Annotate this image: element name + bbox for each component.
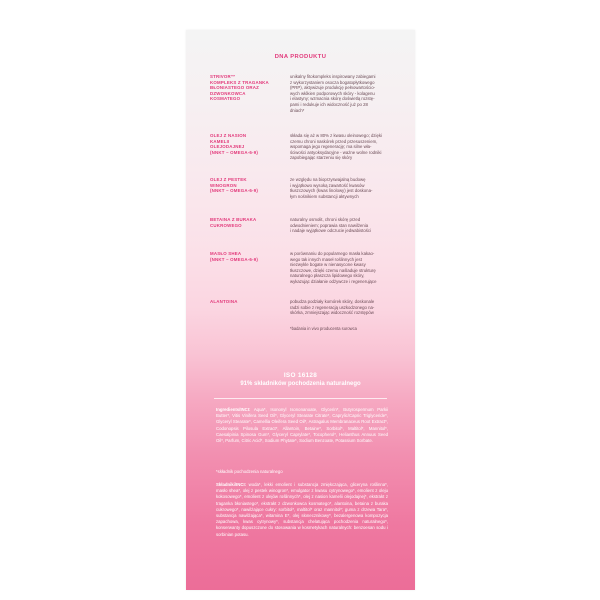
polish-ingredients	[216, 482, 388, 538]
ingredient-description: w porównaniu do popularnego masła kakao- wego tak innych maseł roślinnych jest niezwykle bogate w nienasycone kwasy tłuszczowe, dzięki czemu naśladuje strukturę naturalnego płaszcza lipidowego skóry, wykazując działanie odżywcze i regenerujące	[290, 251, 377, 284]
ingredient-description: ze względu na bioprzyswajalną budowę i wyjątkowo wysoką zawartość kwasów tłuszczowych (kwas linolowy) jest doskona- łym nośnikiem substancji aktywnych	[290, 177, 373, 199]
inci-ingredients	[216, 407, 388, 444]
iso-standard: ISO 16128	[283, 372, 318, 379]
ingredient-description: pobudza podziały komórek skóry, doskonale radzi sobie z regeneracją uszkodzonego na- skórka, zmniejszając widoczność rozstępów	[290, 299, 375, 316]
ingredient-name: BETAINA Z BURAKA CUKROWEGO	[210, 217, 257, 228]
inci-list: Aqua*, Isononyl Isononanoate, Glycerin*, Butyrospermum Parkii Butter*, Vitis Vinifera Seed Oil*, Glyceryl Stearate Citrate*, Caprylic/Capric Triglyceride*, Glyceryl Stearate*, Camellia Oleifera Seed Oil*, Astragalus Membranaceus Root Extract*, Codonopsis Pilosula Extract*, Allantoin, Betaine*, Sorbitol*, Maltitol*, Mannitol*, Caesalpinia Spinosa Gum*, Glyceryl Caprylate*, Tocopherol*, Helianthus Annuus Seed Oil*, Parfum, Citric Acid*, Sodium Phytate*, Sodium Benzoate, Potassium Sorbate.	[216, 407, 388, 444]
ingredient-name: OLEJ Z PESTEK WINOGRON (NNKT – OMEGA-6-9)	[210, 177, 258, 194]
study-footnote: *badania in vivo producenta surowca	[290, 326, 357, 331]
iso-certification	[186, 372, 415, 387]
ingredient-name: STRIVOR™ KOMPLEKS Z TRAGANKA BŁONIASTEGO ORAZ DZWONKOWCA KOSMATEGO	[210, 74, 269, 102]
natural-origin-claim: 91% składników pochodzenia naturalnego	[240, 381, 361, 387]
ingredient-description: naturalny osmolit, chroni skórę przed odwodnieniem; poprawia stan nawilżenia i nadaje wyjątkowe odczucie jedwabistości	[290, 217, 371, 234]
polish-ingredients-label: Składniki/INCI:	[216, 482, 247, 487]
ingredient-name: OLEJ Z NASION KAMELII OLEJODAJNEJ (NNKT – OMEGA-6-9)	[210, 133, 258, 155]
polish-ingredients-list: woda*, lekki emolient i substancja zmiękczająca, gliceryna roślinna*, masło shea*, olej z pestek winogron*, emulgator z kwasu cytrynowego*, emolient z oleju kokosowego*, emolient z olejów roślinnych*, olej z nasion kamelii olejodajnej*, ekstrakt z traganka błoniastego*, ekstrakt z dzwonkowca kosmatego*, alantoina, betaina z buraka cukrowego*, nawilżające cukry: sorbitol*, maltitol* oraz mannitol*; guma z drzewa Tara*, substancja nawilżająca*, witamina E*, olej słonecznikowy*, bezalergenowa kompozycja zapachowa, kwas cytrynowy*, substancja chelatująca pochodzenia naturalnego*, konserwanty dopuszczone do stosowania w kosmetykach naturalnych: benzoesan sodu i sorbinian potasu.	[216, 482, 388, 537]
inci-label: Ingredients/INCI:	[216, 407, 251, 412]
ingredient-name: ALANTOINA	[210, 299, 238, 304]
ingredient-name: MASŁO SHEA (NNKT – OMEGA-6-9)	[210, 251, 258, 262]
ingredient-description: unikalny fitokompleks inspirowany zabiegami z wykorzystaniem osocza bogatopłytkowego (PRP), aktywizuje produkcję pełnowartościo- wych włókien podporowych skóry - kolagenu i elastyny; wzmacnia skórę doświetlą rozstę- pami i redukuje ich widoczność już po 28 dniach*	[290, 74, 376, 113]
ingredient-description: składa się aż w 80% z kwasu oleinowego; dzięki czemu chroni naskórek przed przesuszeniem, wspomaga jego regenerację; ma silne wła- ściwości antyoksydacyjne - ważne wolne rodniki zapobiegając starzeniu się skóry	[290, 133, 382, 161]
section-title: DNA PRODUKTU	[274, 54, 327, 60]
inci-natural-note: *składnik pochodzenia naturalnego	[216, 469, 283, 474]
product-box	[186, 30, 415, 590]
divider	[214, 398, 387, 399]
